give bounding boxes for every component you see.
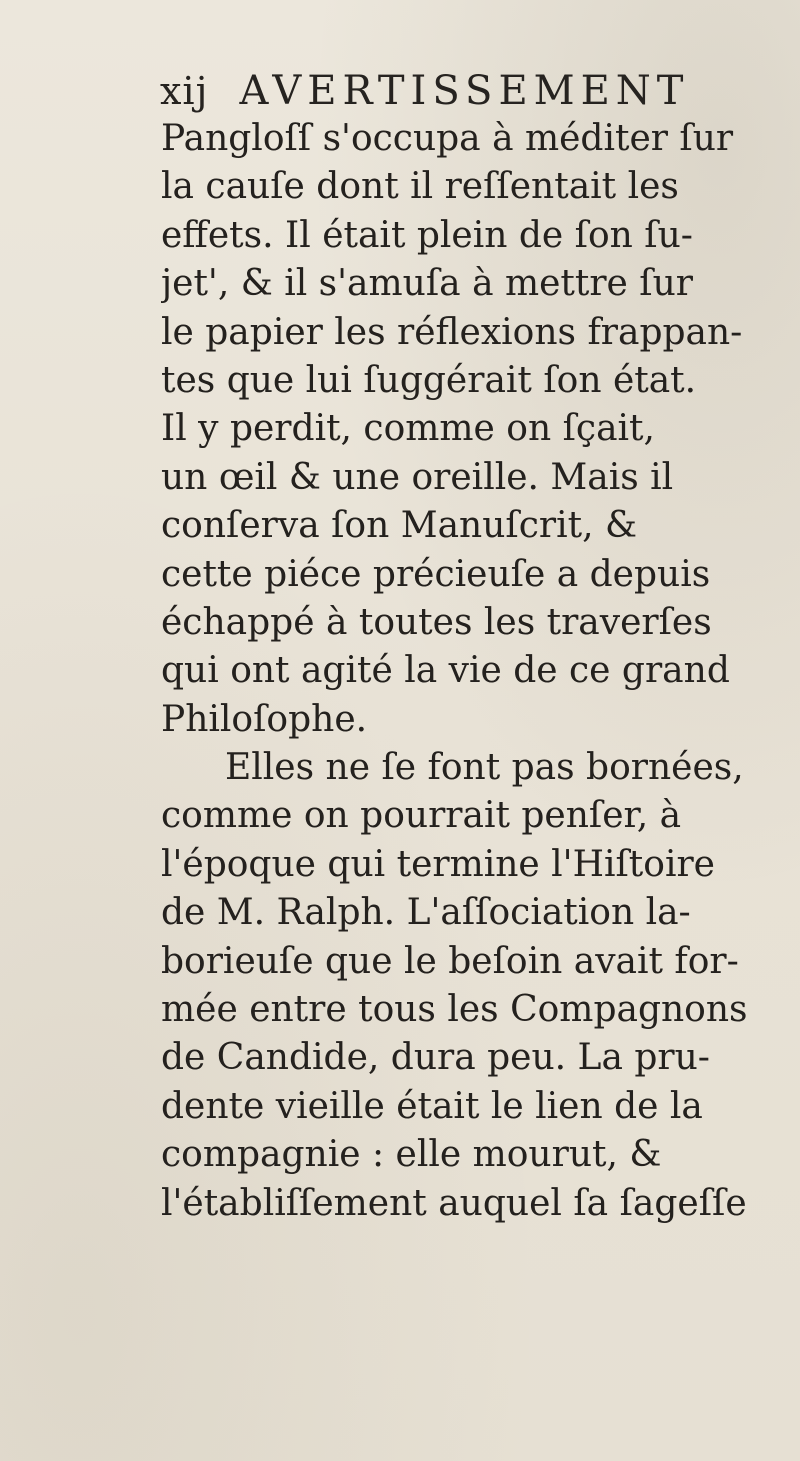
page-header xyxy=(160,68,689,114)
paragraph-2 xyxy=(161,744,786,1228)
page-number: xij xyxy=(160,69,209,113)
text-line: dente vieille était le lien de la xyxy=(161,1085,703,1127)
text-line: compagnie : elle mourut, & xyxy=(161,1134,662,1176)
text-line: conſerva ſon Manuſcrit, & xyxy=(161,505,638,547)
text-line: échappé à toutes les traverſes xyxy=(161,601,712,643)
text-line: l'établiſſement auquel ſa ſageſſe xyxy=(161,1182,747,1224)
text-line: de Candide, dura peu. La pru- xyxy=(161,1037,710,1079)
text-line: jet', & il s'amuſa à mettre ſur xyxy=(161,263,694,305)
text-line: Philoſophe. xyxy=(161,698,368,740)
running-title: AVERTISSEMENT xyxy=(239,68,690,114)
paragraph-1 xyxy=(161,115,786,744)
text-line: de M. Ralph. L'aſſociation la- xyxy=(161,892,691,934)
text-line: Elles ne ſe font pas bornées, xyxy=(225,747,744,789)
text-line: effets. Il était plein de ſon ſu- xyxy=(161,214,693,256)
text-line: Il y perdit, comme on ſçait, xyxy=(161,408,655,450)
text-line: tes que lui ſuggérait ſon état. xyxy=(161,359,697,401)
text-line: comme on pourrait penſer, à xyxy=(161,795,682,837)
text-line: qui ont agité la vie de ce grand xyxy=(161,650,730,692)
text-line: la cauſe dont il reſſentait les xyxy=(161,166,679,208)
text-line: le papier les réflexions frappan- xyxy=(161,311,743,353)
text-line: borieuſe que le beſoin avait for- xyxy=(161,940,739,982)
text-line: mée entre tous les Compagnons xyxy=(161,989,748,1031)
text-line: Pangloſſ s'occupa à méditer ſur xyxy=(161,118,734,159)
text-line: cette piéce précieuſe a depuis xyxy=(161,553,711,595)
text-line: un œil & une oreille. Mais il xyxy=(161,456,674,498)
body-text xyxy=(161,115,786,1228)
text-line: l'époque qui termine l'Hiſtoire xyxy=(161,843,715,885)
